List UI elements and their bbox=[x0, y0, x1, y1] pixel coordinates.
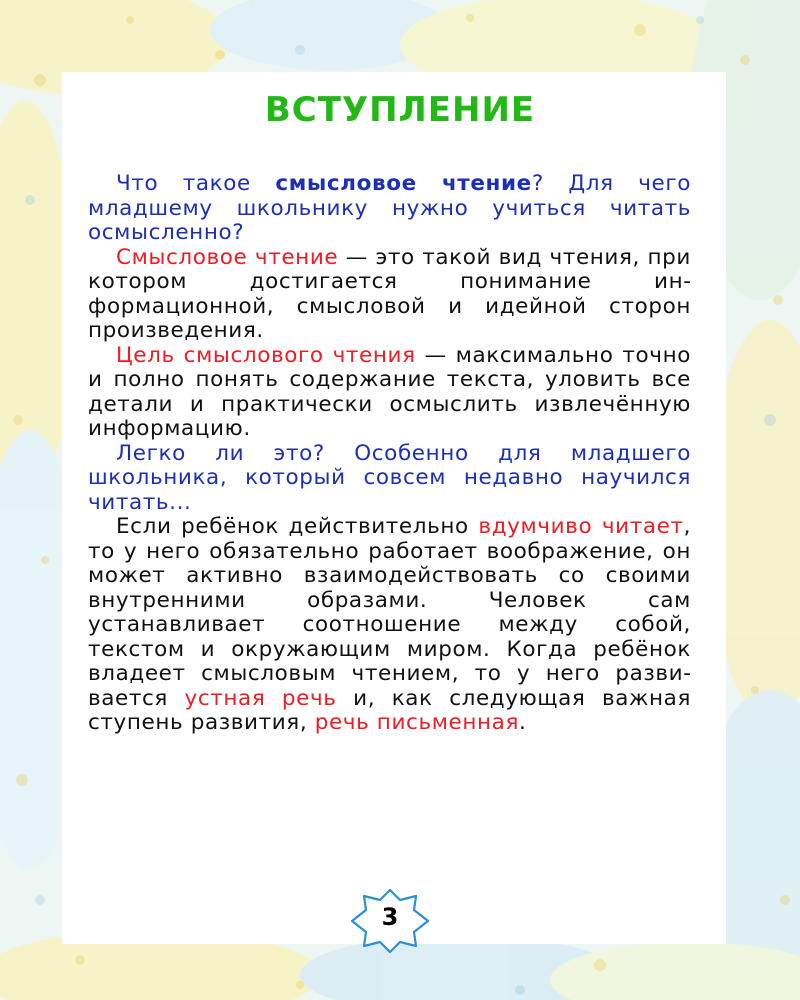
paragraph-text: — максимально точно и полно понять содержание текста, уловить все детали и практически осмыслить извлечённую информацию. bbox=[88, 342, 691, 441]
page-title: ВСТУПЛЕНИЕ bbox=[264, 90, 536, 130]
paragraph-text: и, как следующая важная ступень развития, bbox=[88, 685, 691, 735]
body-text bbox=[88, 172, 691, 736]
highlighted-term: Цель смыслового чтения bbox=[116, 342, 416, 368]
highlighted-term: вдумчиво читает bbox=[478, 514, 684, 539]
paragraph-explanation bbox=[88, 515, 691, 736]
highlighted-term: речь письменная bbox=[314, 710, 519, 735]
paragraph-text: , то у него обязательно работает воображение, он может активно взаимодействовать со своими внутренними образами. Человек сам устанавливает соотношение между собой, текстом и окружающим миром. Когда ребёнок владеет смысловым чтением, то у него развивается bbox=[88, 514, 691, 711]
question-term: смысловое чтение bbox=[275, 171, 532, 196]
paragraph-intro-question bbox=[88, 172, 691, 246]
paragraph-question bbox=[88, 442, 691, 516]
paragraph-definition bbox=[88, 246, 691, 344]
paragraph-goal bbox=[88, 344, 691, 442]
highlighted-term: устная речь bbox=[184, 685, 337, 711]
page-number: 3 bbox=[381, 903, 399, 931]
question-text: Что такое bbox=[116, 171, 276, 196]
paragraph-text: Если ребёнок действительно bbox=[116, 514, 479, 539]
question-text: Легко ли это? Особенно для младшего школьника, который совсем недавно научился читать... bbox=[88, 440, 691, 515]
paragraph-text: — это такой вид чтения, при котором достигается понимание информационной, смысловой и идейной сторон произведения. bbox=[88, 244, 691, 343]
paragraph-text: . bbox=[519, 710, 527, 735]
highlighted-term: Смысловое чтение bbox=[116, 244, 339, 270]
question-text: ? Для чего младшему школьнику нужно учиться читать осмысленно? bbox=[88, 171, 692, 245]
